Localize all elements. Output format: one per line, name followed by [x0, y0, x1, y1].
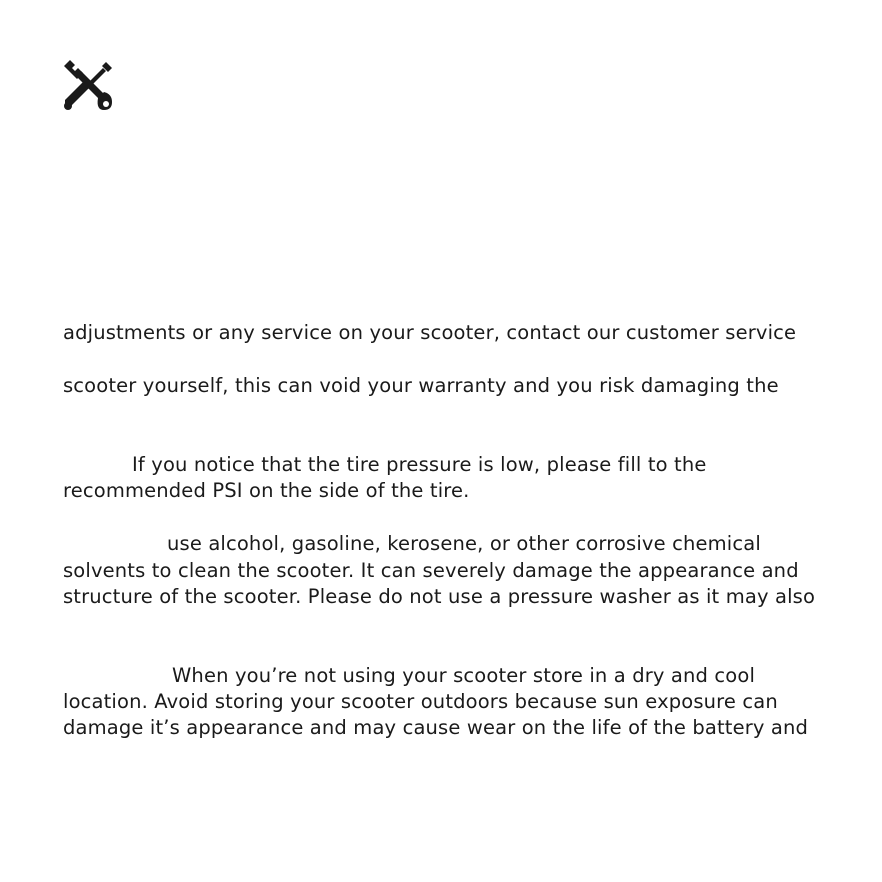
text-line-3: If you notice that the tire pressure is low, please fill to the: [132, 453, 707, 476]
text-line-9: location. Avoid storing your scooter outdoors because sun exposure can: [63, 690, 778, 713]
tools-icon: [62, 60, 114, 112]
text-line-4: recommended PSI on the side of the tire.: [63, 479, 470, 502]
text-line-8: When you’re not using your scooter store in a dry and cool: [172, 664, 756, 687]
text-line-1: adjustments or any service on your scooter, contact our customer service: [63, 321, 797, 344]
text-line-6: solvents to clean the scooter. It can severely damage the appearance and: [63, 559, 799, 582]
text-line-5: use alcohol, gasoline, kerosene, or other corrosive chemical: [167, 532, 761, 555]
text-line-10: damage it’s appearance and may cause wear on the life of the battery and: [63, 716, 809, 739]
text-line-2: scooter yourself, this can void your warranty and you risk damaging the: [63, 374, 779, 397]
text-line-7: structure of the scooter. Please do not use a pressure washer as it may also: [63, 585, 816, 608]
